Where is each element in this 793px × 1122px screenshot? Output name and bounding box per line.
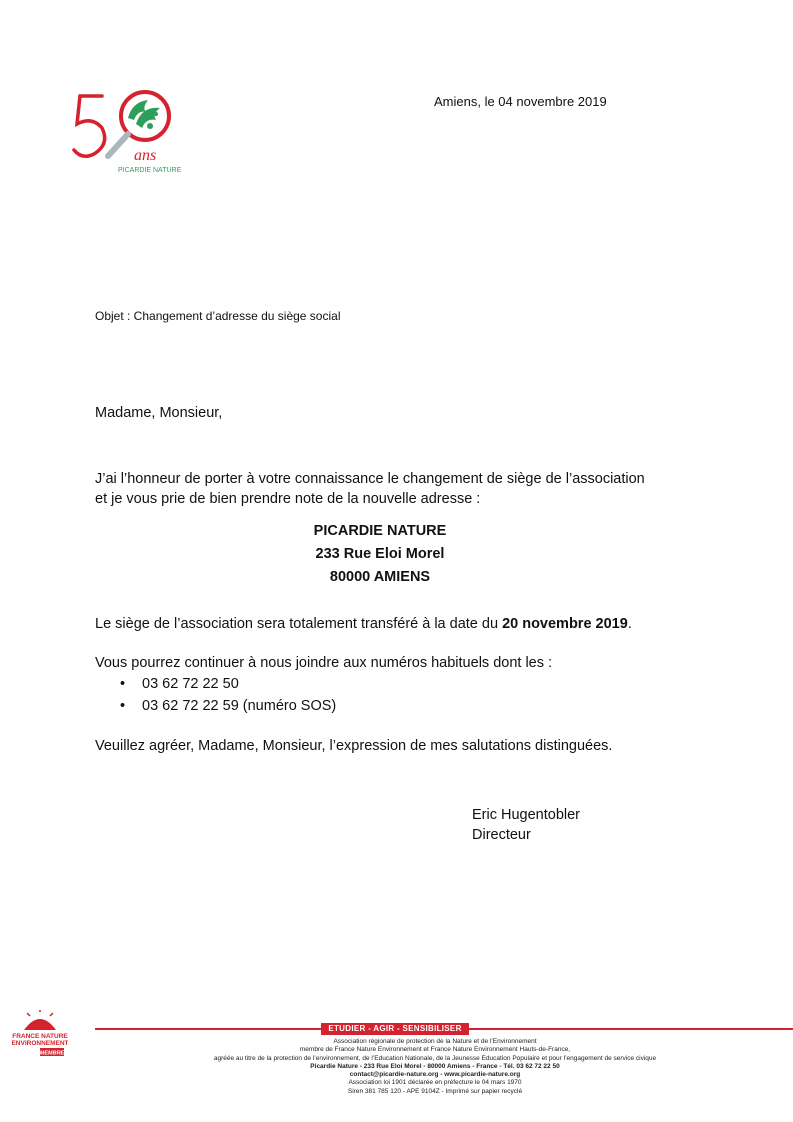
picardie-nature-50-ans-logo: [72, 88, 182, 178]
footer-line: membre de France Nature Environnement et France Nature Environnement Hauts-de-France,: [299, 1046, 571, 1054]
footer-line: Association régionale de protection de la Nature et de l’Environnement: [333, 1038, 537, 1045]
letter-subject: Objet : Changement d’adresse du siège social: [95, 309, 341, 323]
fne-logo-graphic: [12, 1010, 68, 1062]
phone-list-item: [120, 673, 239, 695]
paragraph-intro-line-1: J’ai l’honneur de porter à votre connaissance le changement de siège de l’association: [95, 471, 645, 487]
signer-name: Eric Hugentobler: [472, 807, 580, 823]
footer-contact-line: contact@picardie-nature.org - www.picardie-nature.org: [349, 1071, 521, 1079]
fne-line-1: FRANCE NATURE: [12, 1033, 68, 1040]
paragraph-intro: [95, 470, 695, 509]
bullet-glyph: •: [120, 698, 126, 714]
new-address-block: [0, 520, 760, 589]
letter-salutation: Madame, Monsieur,: [95, 405, 223, 421]
fne-membre-logo: [12, 1010, 68, 1062]
footer-line: agréée au titre de la protection de l’environnement, de l’Education Nationale, de la Jeunesse Education Populaire et pour l’engagement de service civique: [213, 1054, 657, 1062]
logo-graphic: [72, 88, 182, 178]
paragraph-closing: Veuillez agréer, Madame, Monsieur, l’expression de mes salutations distinguées.: [95, 738, 613, 754]
footer-tagline: ETUDIER - AGIR - SENSIBILISER: [321, 1023, 469, 1035]
transfer-end: .: [627, 616, 632, 632]
logo-org-text: PICARDIE NATURE: [118, 167, 182, 174]
footer-legal-text: [110, 1038, 760, 1096]
signature-block: [472, 806, 580, 845]
letter-date: Amiens, le 04 novembre 2019: [434, 94, 607, 109]
footer-line: Association loi 1901 déclarée en préfecture le 04 mars 1970: [348, 1079, 522, 1087]
address-line-city: 80000 AMIENS: [329, 569, 431, 585]
footer-address-line: Picardie Nature - 233 Rue Eloi Morel - 80000 Amiens - France - Tél. 03 62 72 22 50: [310, 1062, 560, 1070]
phone-number-sos: 03 62 72 22 59 (numéro SOS): [142, 698, 337, 714]
address-line-name: PICARDIE NATURE: [313, 523, 447, 539]
paragraph-phone-intro: Vous pourrez continuer à nous joindre aux numéros habituels dont les :: [95, 655, 553, 671]
phone-number-main: 03 62 72 22 50: [142, 676, 239, 692]
transfer-date: 20 novembre 2019: [502, 616, 628, 632]
address-line-street: 233 Rue Eloi Morel: [315, 546, 445, 562]
footer-line: Siren 381 785 120 - APE 9104Z - Imprimé sur papier recyclé: [347, 1087, 523, 1095]
paragraph-intro-line-2: et je vous prie de bien prendre note de la nouvelle adresse :: [95, 490, 481, 507]
signer-title: Directeur: [472, 826, 531, 843]
logo-ans-text: ans: [134, 147, 157, 164]
fne-membre-label: MEMBRE: [39, 1050, 65, 1057]
paragraph-transfer-date: [95, 615, 695, 635]
transfer-text: Le siège de l’association sera totalement transféré à la date du: [95, 616, 503, 632]
fne-line-2: ENVIRONNEMENT: [12, 1040, 68, 1047]
bullet-glyph: •: [120, 676, 126, 692]
phone-list-item: [120, 695, 336, 717]
